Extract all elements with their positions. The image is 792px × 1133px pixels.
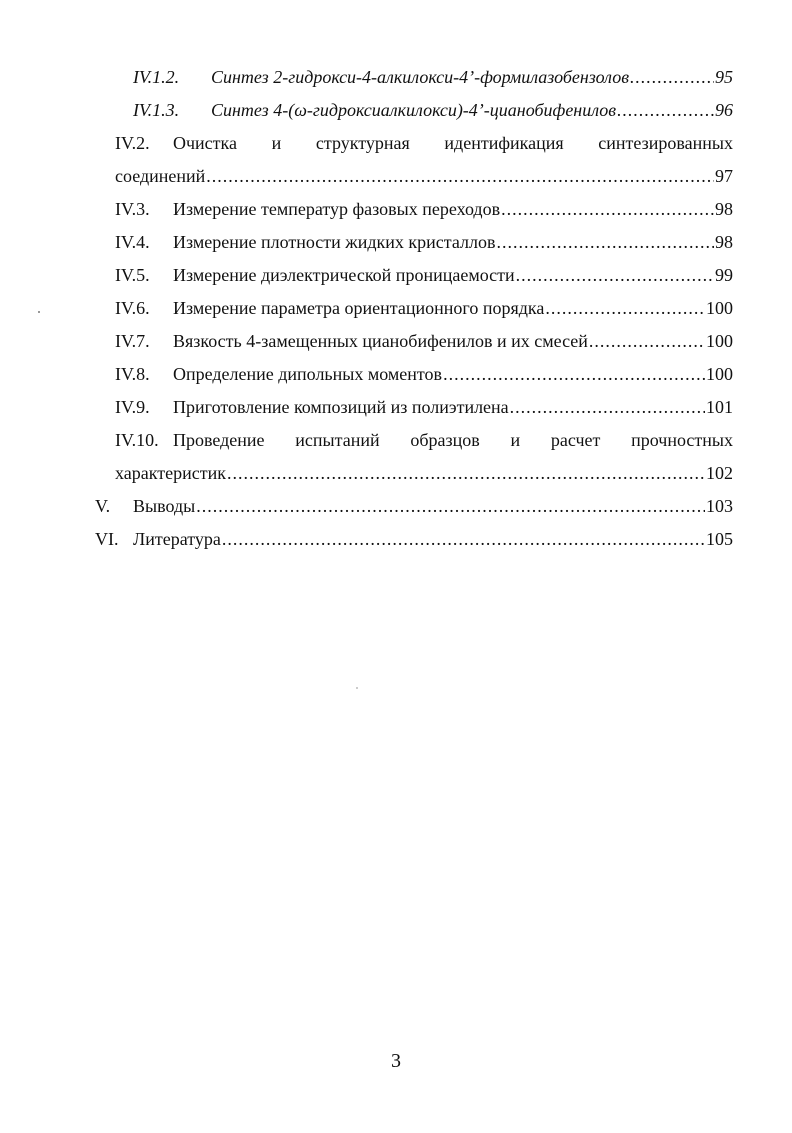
dot-leader: [545, 293, 705, 323]
scan-speck: [38, 311, 40, 313]
toc-entry-page: 103: [706, 496, 733, 516]
toc-entry: [133, 95, 733, 125]
toc-entry-title: Измерение температур фазовых переходов: [173, 199, 501, 219]
title-word: и: [510, 430, 521, 450]
toc-entry-title: [173, 128, 733, 158]
page-number: 3: [391, 1050, 401, 1072]
toc-entry-title-cont: соединений: [115, 166, 206, 186]
toc-entry-number: VI.: [95, 529, 119, 549]
toc-entry-number: IV.9.: [115, 397, 150, 417]
toc-entry-number: IV.1.3.: [133, 100, 180, 120]
toc-entry-title: [173, 425, 733, 455]
toc-entry: [115, 128, 733, 158]
dot-leader: [510, 392, 705, 422]
toc-entry-title: Определение дипольных моментов: [173, 364, 443, 384]
title-word: Очистка: [173, 133, 238, 153]
title-word: и: [271, 133, 282, 153]
toc-entry-number: V.: [95, 496, 111, 516]
dot-leader: [516, 260, 714, 290]
toc-entry: [115, 326, 733, 356]
toc-entry-number: IV.10.: [115, 430, 159, 450]
title-word: расчет: [550, 430, 601, 450]
toc-entry: [115, 293, 733, 323]
scan-speck: [356, 687, 358, 689]
toc-entry: [115, 194, 733, 224]
toc-entry-page: 101: [706, 397, 733, 417]
dot-leader: [501, 194, 714, 224]
dot-leader: [589, 326, 705, 356]
toc-entry-number: IV.2.: [115, 133, 150, 153]
toc-entry-page: 105: [706, 529, 733, 549]
toc-entry-title: Приготовление композиций из полиэтилена: [173, 397, 509, 417]
toc-entry: [95, 524, 733, 554]
toc-entry-page: 98: [715, 232, 733, 252]
toc-entry-title: Измерение диэлектрической проницаемости: [173, 265, 515, 285]
dot-leader: [617, 95, 714, 125]
toc-entry-number: IV.3.: [115, 199, 150, 219]
toc-entry-number: IV.8.: [115, 364, 150, 384]
title-word: образцов: [410, 430, 480, 450]
dot-leader: [196, 491, 705, 521]
toc-entry-title: Вязкость 4-замещенных цианобифенилов и их смесей: [173, 331, 588, 351]
toc-entry-number: IV.6.: [115, 298, 150, 318]
toc-entry-number: IV.4.: [115, 232, 150, 252]
toc-entry-title: Измерение плотности жидких кристаллов: [173, 232, 496, 252]
title-word: Проведение: [173, 430, 265, 450]
title-word: прочностных: [631, 430, 733, 450]
toc-entry-page: 96: [715, 100, 733, 120]
dot-leader: [630, 62, 714, 92]
title-word: структурная: [315, 133, 410, 153]
toc-entry-page: 95: [715, 67, 733, 87]
toc-entry-page: 98: [715, 199, 733, 219]
toc-entry: [115, 392, 733, 422]
title-word: испытаний: [295, 430, 380, 450]
toc-entry: [133, 62, 733, 92]
title-word: идентификация: [444, 133, 564, 153]
dot-leader: [443, 359, 705, 389]
toc-entry-title: Синтез 2-гидрокси-4-алкилокси-4’-формилазобензолов: [211, 67, 630, 87]
toc-entry-continuation: [115, 161, 733, 191]
toc-entry-continuation: [115, 458, 733, 488]
title-word: синтезированных: [598, 133, 733, 153]
dot-leader: [222, 524, 705, 554]
toc-entry-title: Измерение параметра ориентационного порядка: [173, 298, 545, 318]
toc-entry: [115, 425, 733, 455]
toc-entry: [115, 359, 733, 389]
toc-entry-title: Синтез 4-(ω-гидроксиалкилокси)-4’-цианобифенилов: [211, 100, 617, 120]
toc-entry-page: 99: [715, 265, 733, 285]
toc-entry-page: 102: [706, 463, 733, 483]
toc-entry-title: Выводы: [133, 496, 196, 516]
toc-entry-title: Литература: [133, 529, 221, 549]
toc-entry: [115, 260, 733, 290]
toc-entry-page: 100: [706, 331, 733, 351]
dot-leader: [227, 458, 705, 488]
toc-entry: [95, 491, 733, 521]
toc-entry-title-cont: характеристик: [115, 463, 226, 483]
toc-entry-page: 100: [706, 298, 733, 318]
toc-entry: [115, 227, 733, 257]
dot-leader: [206, 161, 714, 191]
toc-entry-page: 97: [715, 166, 733, 186]
toc-entry-number: IV.1.2.: [133, 67, 180, 87]
toc-entry-number: IV.5.: [115, 265, 150, 285]
dot-leader: [496, 227, 714, 257]
toc-entry-number: IV.7.: [115, 331, 150, 351]
toc-entry-page: 100: [706, 364, 733, 384]
